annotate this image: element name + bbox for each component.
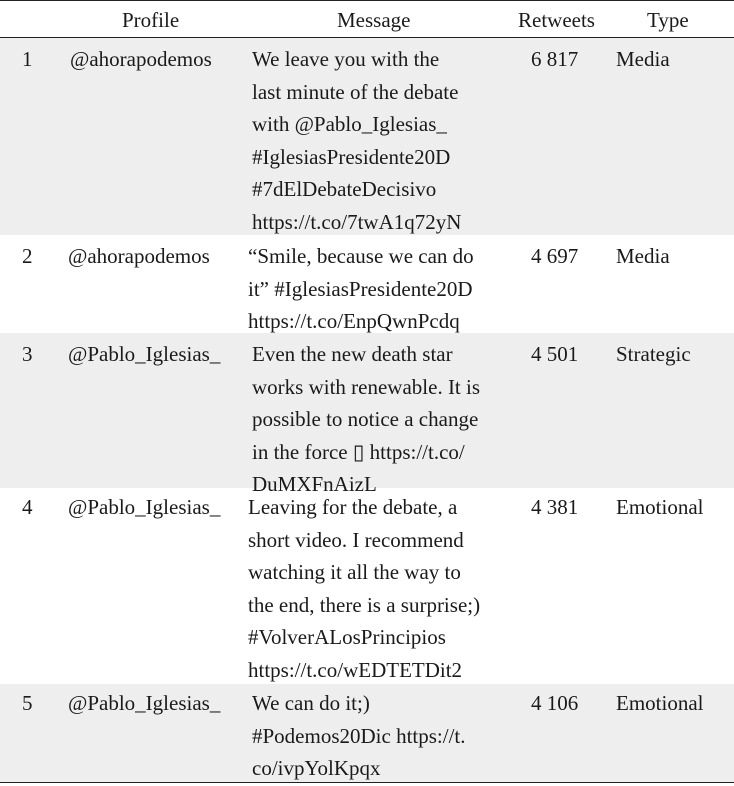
header-type: Type	[647, 8, 689, 32]
table-row	[0, 684, 734, 782]
message-line: https://t.co/7twA1q72yN	[252, 209, 462, 234]
profile-handle: @ahorapodemos	[68, 244, 210, 268]
profile-handle: @Pablo_Iglesias_	[68, 495, 221, 519]
row-number: 3	[22, 342, 33, 366]
message-line: https://t.co/EnpQwnPcdq	[248, 309, 460, 333]
message-line: possible to notice a change	[252, 407, 479, 431]
row-number: 1	[22, 47, 33, 71]
table-bottom-rule	[0, 782, 734, 783]
header-retweets: Retweets	[518, 8, 595, 32]
message-line: https://t.co/wEDTETDit2	[248, 657, 463, 682]
tweet-type: Emotional	[616, 691, 704, 715]
message-text	[252, 43, 461, 238]
message-line: the end, there is a surprise;)	[248, 592, 481, 617]
message-text	[252, 687, 466, 785]
message-line: co/ivpYolKpqx	[252, 756, 381, 780]
retweet-count: 6 817	[531, 47, 579, 71]
message-line: in the force ▯ https://t.co/	[252, 439, 465, 464]
profile-handle: @Pablo_Iglesias_	[68, 342, 221, 366]
retweet-count: 4 106	[531, 691, 579, 715]
table-row	[0, 235, 734, 333]
table-header	[0, 0, 734, 38]
message-line: it” #IglesiasPresidente20D	[248, 276, 473, 301]
tweet-type: Emotional	[616, 495, 704, 519]
tweet-type: Media	[616, 47, 670, 71]
table-row	[0, 488, 734, 684]
retweet-count: 4 501	[531, 342, 579, 366]
message-line: works with renewable. It is	[252, 374, 481, 399]
message-line: #IglesiasPresidente20D	[252, 144, 451, 169]
message-line: last minute of the debate	[252, 79, 459, 104]
message-line: #VolverALosPrincipios	[248, 625, 446, 649]
message-line: Leaving for the debate, a	[248, 495, 458, 519]
message-line: Even the new death star	[252, 342, 453, 366]
message-line: #Podemos20Dic https://t.	[252, 723, 466, 748]
message-line: “Smile, because we can do	[248, 244, 474, 268]
message-line: with @Pablo_Iglesias_	[252, 112, 447, 136]
message-line: DuMXFnAizL	[252, 472, 377, 496]
message-text	[248, 491, 480, 686]
header-message: Message	[337, 8, 411, 32]
message-line: short video. I recommend	[248, 527, 464, 552]
tweet-type: Strategic	[616, 342, 691, 366]
profile-handle: @ahorapodemos	[70, 47, 212, 71]
table-row	[0, 38, 734, 235]
profile-handle: @Pablo_Iglesias_	[68, 691, 221, 715]
tweet-type: Media	[616, 244, 670, 268]
retweet-count: 4 697	[531, 244, 579, 268]
row-number: 5	[22, 691, 33, 715]
header-profile: Profile	[122, 8, 180, 32]
message-line: #7dElDebateDecisivo	[252, 177, 437, 201]
message-line: watching it all the way to	[248, 560, 461, 584]
retweet-count: 4 381	[531, 495, 579, 519]
row-number: 2	[22, 244, 33, 268]
message-text	[248, 240, 474, 338]
row-number: 4	[22, 495, 33, 519]
message-text	[252, 338, 480, 501]
message-line: We can do it;)	[252, 691, 370, 715]
message-line: We leave you with the	[252, 47, 440, 71]
table-row	[0, 333, 734, 496]
